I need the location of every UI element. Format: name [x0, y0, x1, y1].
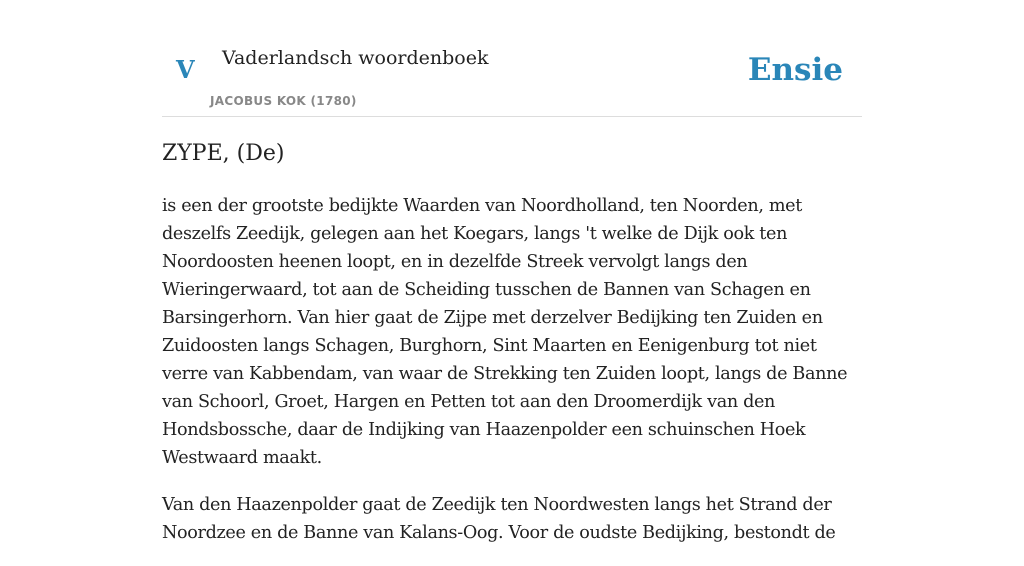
entry-paragraph: is een der grootste bedijkte Waarden van Noordholland, ten Noorden, met deszelfs Zeedijk, gelegen aan het Koegars, langs 't welke de Dijk ook ten Noordoosten heenen loopt, en in dezelfde Streek vervolgt langs den Wieringerwaard, tot aan de Scheiding tusschen de Bannen van Schagen en Barsingerhorn. Van hier gaat de Zijpe met derzelver Bedijking ten Zuiden en Zuidoosten langs Schagen, Burghorn, Sint Maarten en Eenigenburg tot niet verre van Kabbendam, van waar de Strekking ten Zuiden loopt, langs de Banne van Schoorl, Groet, Hargen en Petten tot aan den Droomerdijk van den Hondsbossche, daar de Indijking van Haazenpolder een schuinschen Hoek Westwaard maakt.: [162, 196, 848, 468]
book-title-link[interactable]: Vaderlandsch woordenboek: [222, 47, 489, 69]
entry-title: ZYPE, (De): [162, 141, 285, 166]
entry-paragraph: Van den Haazenpolder gaat de Zeedijk ten Noordwesten langs het Strand der Noordzee en de Banne van Kalans-Oog. Voor de oudste Bedijking, bestondt de: [162, 495, 836, 543]
book-author: JACOBUS KOK (1780): [210, 94, 357, 108]
book-header: [162, 0, 862, 117]
entry-body: [162, 192, 862, 566]
letter-index-link[interactable]: V: [176, 55, 195, 84]
ensie-logo-link[interactable]: Ensie: [747, 52, 843, 88]
